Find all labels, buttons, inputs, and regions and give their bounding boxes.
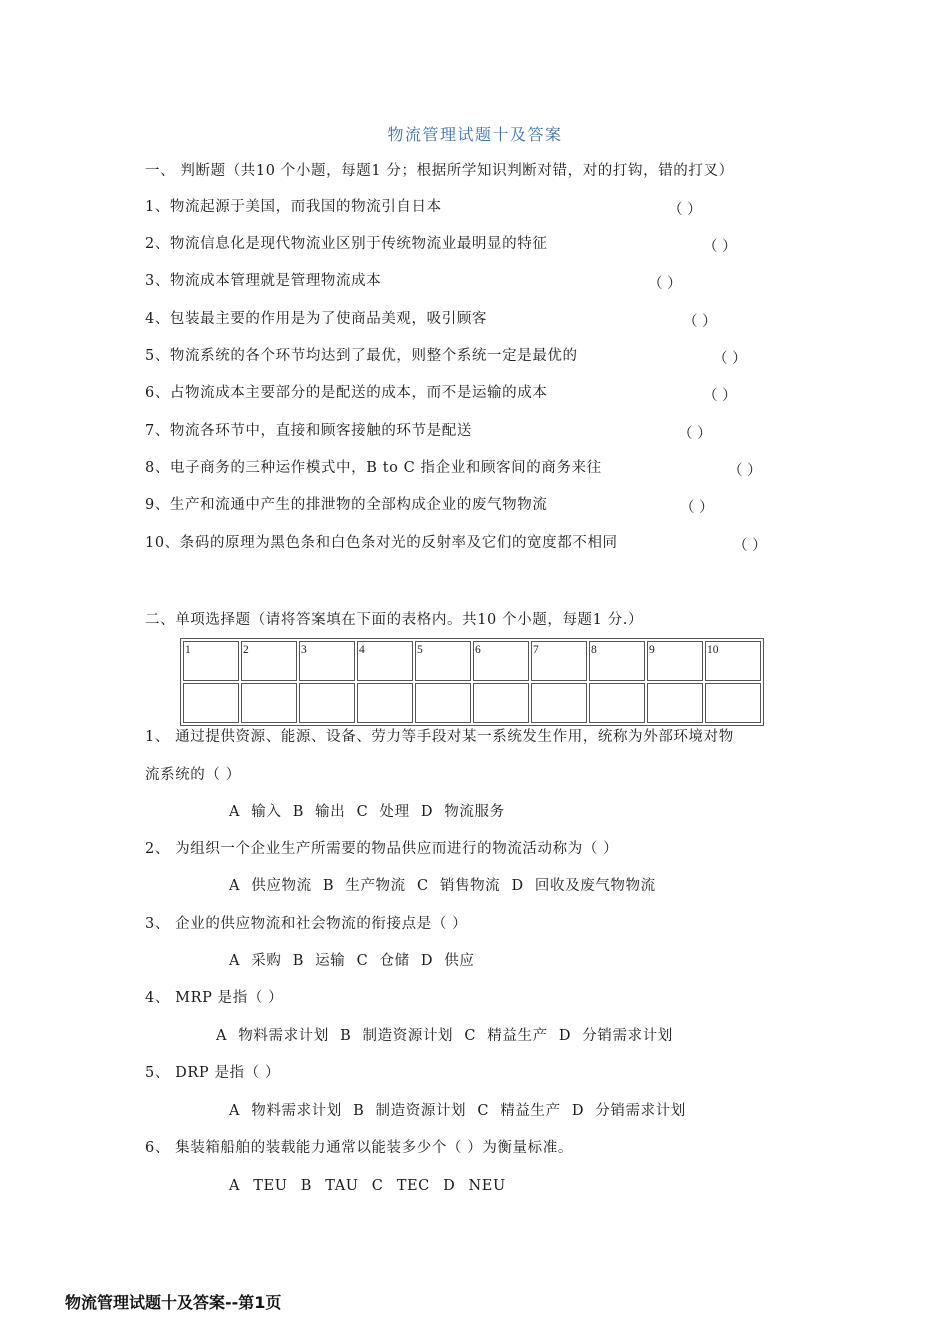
answer-table [180, 638, 764, 726]
question-6: 6、 集装箱船舶的装载能力通常以能装多少个（ ）为衡量标准。 [145, 1140, 573, 1156]
question-3-options: A 采购 B 运输 C 仓储 D 供应 [229, 953, 475, 969]
judgment-item-3: 3、物流成本管理就是管理物流成本 [145, 273, 382, 289]
section1-heading: 一、 判断题（共10 个小题，每题1 分；根据所学知识判断对错，对的打钩，错的打叉） [145, 163, 734, 179]
answer-cell[interactable] [531, 683, 587, 723]
answer-cell[interactable] [183, 683, 239, 723]
document-title: 物流管理试题十及答案 [387, 125, 563, 144]
answer-cell[interactable] [415, 683, 471, 723]
judgment-answer-2[interactable]: （ ） [703, 239, 737, 255]
judgment-answer-5[interactable]: （ ） [713, 351, 747, 367]
judgment-item-2: 2、物流信息化是现代物流业区别于传统物流业最明显的特征 [145, 236, 548, 252]
question-1-line2: 流系统的（ ） [145, 767, 241, 783]
judgment-answer-3[interactable]: （ ） [648, 276, 682, 292]
page-footer: 物流管理试题十及答案--第1页 [65, 1293, 282, 1312]
question-2: 2、 为组织一个企业生产所需要的物品供应而进行的物流活动称为（ ） [145, 841, 619, 857]
judgment-answer-8[interactable]: （ ） [728, 463, 762, 479]
answer-table-header: 3 [299, 641, 355, 681]
answer-table-header-row [183, 641, 761, 681]
question-5: 5、 DRP 是指（ ） [145, 1065, 281, 1081]
answer-cell[interactable] [589, 683, 645, 723]
question-1-options: A 输入 B 输出 C 处理 D 物流服务 [229, 804, 505, 820]
answer-table-header: 6 [473, 641, 529, 681]
judgment-item-7: 7、物流各环节中，直接和顾客接触的环节是配送 [145, 423, 472, 439]
question-5-options: A 物料需求计划 B 制造资源计划 C 精益生产 D 分销需求计划 [229, 1103, 686, 1119]
judgment-item-4: 4、包装最主要的作用是为了使商品美观，吸引顾客 [145, 311, 488, 327]
judgment-answer-1[interactable]: （ ） [668, 202, 702, 218]
answer-cell[interactable] [647, 683, 703, 723]
question-4-options: A 物料需求计划 B 制造资源计划 C 精益生产 D 分销需求计划 [216, 1028, 673, 1044]
judgment-item-9: 9、生产和流通中产生的排泄物的全部构成企业的废气物物流 [145, 497, 548, 513]
judgment-item-5: 5、物流系统的各个环节均达到了最优，则整个系统一定是最优的 [145, 348, 578, 364]
answer-cell[interactable] [473, 683, 529, 723]
judgment-item-1: 1、物流起源于美国，而我国的物流引自日本 [145, 199, 442, 215]
judgment-answer-9[interactable]: （ ） [680, 500, 714, 516]
question-4: 4、 MRP 是指（ ） [145, 990, 284, 1006]
judgment-answer-10[interactable]: （ ） [733, 538, 767, 554]
answer-table-header: 1 [183, 641, 239, 681]
judgment-answer-7[interactable]: （ ） [678, 426, 712, 442]
answer-cell[interactable] [299, 683, 355, 723]
answer-table-answer-row [183, 683, 761, 723]
answer-table-header: 10 [705, 641, 761, 681]
answer-cell[interactable] [357, 683, 413, 723]
answer-table-header: 9 [647, 641, 703, 681]
answer-cell[interactable] [241, 683, 297, 723]
judgment-item-6: 6、占物流成本主要部分的是配送的成本，而不是运输的成本 [145, 385, 548, 401]
answer-table-header: 4 [357, 641, 413, 681]
answer-cell[interactable] [705, 683, 761, 723]
answer-table-header: 2 [241, 641, 297, 681]
question-1-line1: 1、 通过提供资源、能源、设备、劳力等手段对某一系统发生作用，统称为外部环境对物 [145, 729, 734, 745]
question-2-options: A 供应物流 B 生产物流 C 销售物流 D 回收及废气物物流 [229, 878, 656, 894]
judgment-item-8: 8、电子商务的三种运作模式中，B to C 指企业和顾客间的商务来往 [145, 460, 602, 476]
question-3: 3、 企业的供应物流和社会物流的衔接点是（ ） [145, 916, 468, 932]
section2-heading: 二、单项选择题（请将答案填在下面的表格内。共10 个小题，每题1 分.） [145, 612, 644, 628]
answer-table-header: 5 [415, 641, 471, 681]
answer-table-header: 7 [531, 641, 587, 681]
judgment-answer-6[interactable]: （ ） [703, 388, 737, 404]
answer-table-header: 8 [589, 641, 645, 681]
judgment-answer-4[interactable]: （ ） [683, 314, 717, 330]
question-6-options: A TEU B TAU C TEC D NEU [229, 1178, 506, 1194]
judgment-item-10: 10、条码的原理为黑色条和白色条对光的反射率及它们的宽度都不相同 [145, 535, 618, 551]
